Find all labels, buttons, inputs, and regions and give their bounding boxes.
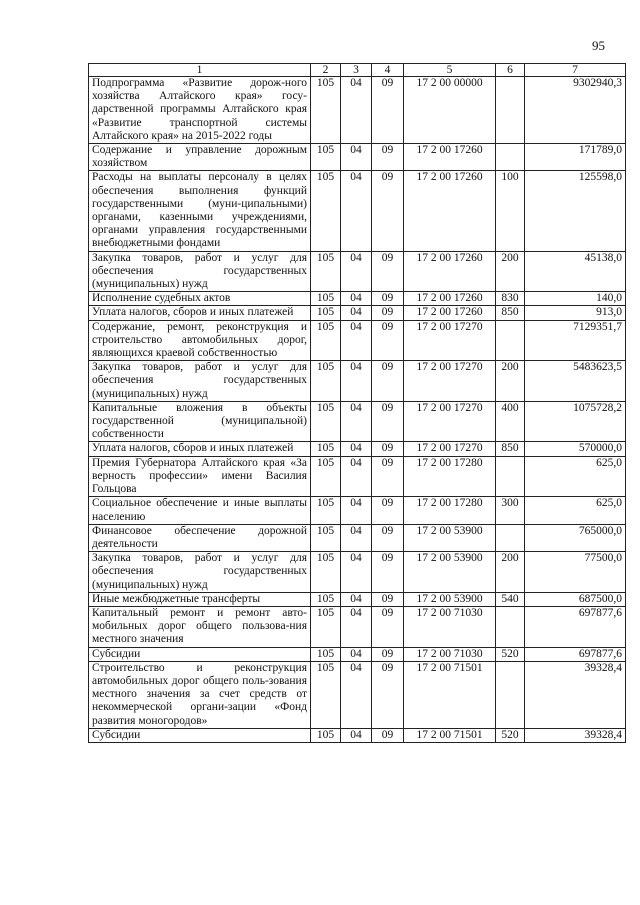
- amount-cell: 625,0: [525, 497, 626, 524]
- target-article-cell: 17 2 00 53900: [404, 592, 496, 606]
- row-description-cell: Субсидии: [89, 647, 311, 661]
- amount-cell: 125598,0: [525, 171, 626, 251]
- table-row: [89, 647, 626, 661]
- expense-type-cell: 200: [496, 552, 525, 593]
- expense-type-cell: [496, 320, 525, 361]
- expense-type-cell: 100: [496, 171, 525, 251]
- amount-cell: 625,0: [525, 456, 626, 497]
- expense-type-cell: 850: [496, 442, 525, 456]
- target-article-cell: 17 2 00 53900: [404, 524, 496, 551]
- row-description-cell: Субсидии: [89, 728, 311, 742]
- section-code-cell: 04: [341, 171, 372, 251]
- target-article-cell: 17 2 00 17260: [404, 292, 496, 306]
- table-row: [89, 401, 626, 442]
- subsection-code-cell: 09: [372, 144, 404, 171]
- expense-type-cell: [496, 456, 525, 497]
- amount-cell: 7129351,7: [525, 320, 626, 361]
- subsection-code-cell: 09: [372, 728, 404, 742]
- ministry-code-cell: 105: [311, 144, 341, 171]
- subsection-code-cell: 09: [372, 524, 404, 551]
- ministry-code-cell: 105: [311, 442, 341, 456]
- target-article-cell: 17 2 00 17270: [404, 442, 496, 456]
- column-header: 5: [404, 64, 496, 77]
- ministry-code-cell: 105: [311, 456, 341, 497]
- row-description-cell: Уплата налогов, сборов и иных платежей: [89, 306, 311, 320]
- expense-type-cell: 850: [496, 306, 525, 320]
- section-code-cell: 04: [341, 661, 372, 728]
- table-row: [89, 292, 626, 306]
- ministry-code-cell: 105: [311, 77, 341, 144]
- ministry-code-cell: 105: [311, 320, 341, 361]
- target-article-cell: 17 2 00 17260: [404, 306, 496, 320]
- subsection-code-cell: 09: [372, 171, 404, 251]
- expense-type-cell: 400: [496, 401, 525, 442]
- table-row: [89, 456, 626, 497]
- target-article-cell: 17 2 00 00000: [404, 77, 496, 144]
- target-article-cell: 17 2 00 71501: [404, 728, 496, 742]
- section-code-cell: 04: [341, 592, 372, 606]
- amount-cell: 1075728,2: [525, 401, 626, 442]
- amount-cell: 9302940,3: [525, 77, 626, 144]
- ministry-code-cell: 105: [311, 401, 341, 442]
- amount-cell: 765000,0: [525, 524, 626, 551]
- row-description-cell: Содержание, ремонт, реконструкция и строительство автомобильных дорог, являющихся краевой собственностью: [89, 320, 311, 361]
- section-code-cell: 04: [341, 606, 372, 647]
- target-article-cell: 17 2 00 17270: [404, 320, 496, 361]
- amount-cell: 913,0: [525, 306, 626, 320]
- budget-table: [88, 63, 626, 743]
- table-row: [89, 171, 626, 251]
- target-article-cell: 17 2 00 17260: [404, 144, 496, 171]
- section-code-cell: 04: [341, 442, 372, 456]
- amount-cell: 687500,0: [525, 592, 626, 606]
- page-number: 95: [592, 38, 605, 53]
- expense-type-cell: 200: [496, 361, 525, 402]
- expense-type-cell: [496, 606, 525, 647]
- ministry-code-cell: 105: [311, 552, 341, 593]
- section-code-cell: 04: [341, 728, 372, 742]
- amount-cell: 697877,6: [525, 647, 626, 661]
- row-description-cell: Закупка товаров, работ и услуг для обеспечения государственных (муниципальных) нужд: [89, 251, 311, 292]
- subsection-code-cell: 09: [372, 292, 404, 306]
- table-body: [89, 77, 626, 743]
- target-article-cell: 17 2 00 17260: [404, 171, 496, 251]
- section-code-cell: 04: [341, 320, 372, 361]
- expense-type-cell: 830: [496, 292, 525, 306]
- column-header: 4: [372, 64, 404, 77]
- subsection-code-cell: 09: [372, 251, 404, 292]
- amount-cell: 171789,0: [525, 144, 626, 171]
- target-article-cell: 17 2 00 53900: [404, 552, 496, 593]
- table-row: [89, 361, 626, 402]
- row-description-cell: Содержание и управление дорожным хозяйством: [89, 144, 311, 171]
- amount-cell: 5483623,5: [525, 361, 626, 402]
- subsection-code-cell: 09: [372, 442, 404, 456]
- amount-cell: 140,0: [525, 292, 626, 306]
- target-article-cell: 17 2 00 17280: [404, 456, 496, 497]
- row-description-cell: Социальное обеспечение и иные выплаты населению: [89, 497, 311, 524]
- target-article-cell: 17 2 00 71030: [404, 647, 496, 661]
- subsection-code-cell: 09: [372, 456, 404, 497]
- table-row: [89, 728, 626, 742]
- table-row: [89, 524, 626, 551]
- subsection-code-cell: 09: [372, 306, 404, 320]
- target-article-cell: 17 2 00 17280: [404, 497, 496, 524]
- column-header: 1: [89, 64, 311, 77]
- section-code-cell: 04: [341, 144, 372, 171]
- table-row: [89, 77, 626, 144]
- row-description-cell: Исполнение судебных актов: [89, 292, 311, 306]
- ministry-code-cell: 105: [311, 524, 341, 551]
- amount-cell: 570000,0: [525, 442, 626, 456]
- row-description-cell: Капитальные вложения в объекты государственной (муниципальной) собственности: [89, 401, 311, 442]
- target-article-cell: 17 2 00 17270: [404, 401, 496, 442]
- target-article-cell: 17 2 00 71030: [404, 606, 496, 647]
- row-description-cell: Премия Губернатора Алтайского края «За верность профессии» имени Василия Гольцова: [89, 456, 311, 497]
- section-code-cell: 04: [341, 77, 372, 144]
- amount-cell: 45138,0: [525, 251, 626, 292]
- table-header-row: [89, 64, 626, 77]
- row-description-cell: Иные межбюджетные трансферты: [89, 592, 311, 606]
- table-row: [89, 306, 626, 320]
- ministry-code-cell: 105: [311, 361, 341, 402]
- section-code-cell: 04: [341, 552, 372, 593]
- column-header: 7: [525, 64, 626, 77]
- section-code-cell: 04: [341, 456, 372, 497]
- target-article-cell: 17 2 00 17260: [404, 251, 496, 292]
- row-description-cell: Расходы на выплаты персоналу в целях обеспечения выполнения функций государственными (муни-ципальными) органами, казенными учреждениями, органами управления государственными внебюджетными фондами: [89, 171, 311, 251]
- expense-type-cell: 200: [496, 251, 525, 292]
- ministry-code-cell: 105: [311, 606, 341, 647]
- ministry-code-cell: 105: [311, 661, 341, 728]
- row-description-cell: Строительство и реконструкция автомобильных дорог общего поль-зования местного значения за счет средств от некоммерческой органи-зации «Фонд развития моногородов»: [89, 661, 311, 728]
- expense-type-cell: 540: [496, 592, 525, 606]
- section-code-cell: 04: [341, 497, 372, 524]
- expense-type-cell: [496, 661, 525, 728]
- table-row: [89, 592, 626, 606]
- amount-cell: 39328,4: [525, 728, 626, 742]
- section-code-cell: 04: [341, 292, 372, 306]
- ministry-code-cell: 105: [311, 647, 341, 661]
- subsection-code-cell: 09: [372, 661, 404, 728]
- subsection-code-cell: 09: [372, 77, 404, 144]
- table-row: [89, 251, 626, 292]
- ministry-code-cell: 105: [311, 728, 341, 742]
- expense-type-cell: 520: [496, 728, 525, 742]
- table-row: [89, 552, 626, 593]
- section-code-cell: 04: [341, 306, 372, 320]
- target-article-cell: 17 2 00 71501: [404, 661, 496, 728]
- subsection-code-cell: 09: [372, 647, 404, 661]
- subsection-code-cell: 09: [372, 361, 404, 402]
- subsection-code-cell: 09: [372, 606, 404, 647]
- table-row: [89, 144, 626, 171]
- table-row: [89, 497, 626, 524]
- section-code-cell: 04: [341, 361, 372, 402]
- ministry-code-cell: 105: [311, 292, 341, 306]
- ministry-code-cell: 105: [311, 592, 341, 606]
- subsection-code-cell: 09: [372, 497, 404, 524]
- row-description-cell: Капитальный ремонт и ремонт авто-мобильных дорог общего пользова-ния местного значения: [89, 606, 311, 647]
- expense-type-cell: [496, 524, 525, 551]
- amount-cell: 39328,4: [525, 661, 626, 728]
- column-header: 2: [311, 64, 341, 77]
- subsection-code-cell: 09: [372, 320, 404, 361]
- ministry-code-cell: 105: [311, 251, 341, 292]
- table-row: [89, 661, 626, 728]
- ministry-code-cell: 105: [311, 171, 341, 251]
- row-description-cell: Подпрограмма «Развитие дорож-ного хозяйства Алтайского края» госу-дарственной программы Алтайского края «Развитие транспортной системы Алтайского края» на 2015-2022 годы: [89, 77, 311, 144]
- amount-cell: 77500,0: [525, 552, 626, 593]
- table-row: [89, 606, 626, 647]
- ministry-code-cell: 105: [311, 306, 341, 320]
- ministry-code-cell: 105: [311, 497, 341, 524]
- section-code-cell: 04: [341, 401, 372, 442]
- row-description-cell: Закупка товаров, работ и услуг для обеспечения государственных (муниципальных) нужд: [89, 552, 311, 593]
- row-description-cell: Уплата налогов, сборов и иных платежей: [89, 442, 311, 456]
- expense-type-cell: [496, 144, 525, 171]
- section-code-cell: 04: [341, 251, 372, 292]
- section-code-cell: 04: [341, 647, 372, 661]
- section-code-cell: 04: [341, 524, 372, 551]
- subsection-code-cell: 09: [372, 592, 404, 606]
- table-row: [89, 442, 626, 456]
- column-header: 3: [341, 64, 372, 77]
- expense-type-cell: 300: [496, 497, 525, 524]
- expense-type-cell: 520: [496, 647, 525, 661]
- subsection-code-cell: 09: [372, 401, 404, 442]
- target-article-cell: 17 2 00 17270: [404, 361, 496, 402]
- row-description-cell: Закупка товаров, работ и услуг для обеспечения государственных (муниципальных) нужд: [89, 361, 311, 402]
- amount-cell: 697877,6: [525, 606, 626, 647]
- column-header: 6: [496, 64, 525, 77]
- row-description-cell: Финансовое обеспечение дорожной деятельности: [89, 524, 311, 551]
- expense-type-cell: [496, 77, 525, 144]
- table-row: [89, 320, 626, 361]
- subsection-code-cell: 09: [372, 552, 404, 593]
